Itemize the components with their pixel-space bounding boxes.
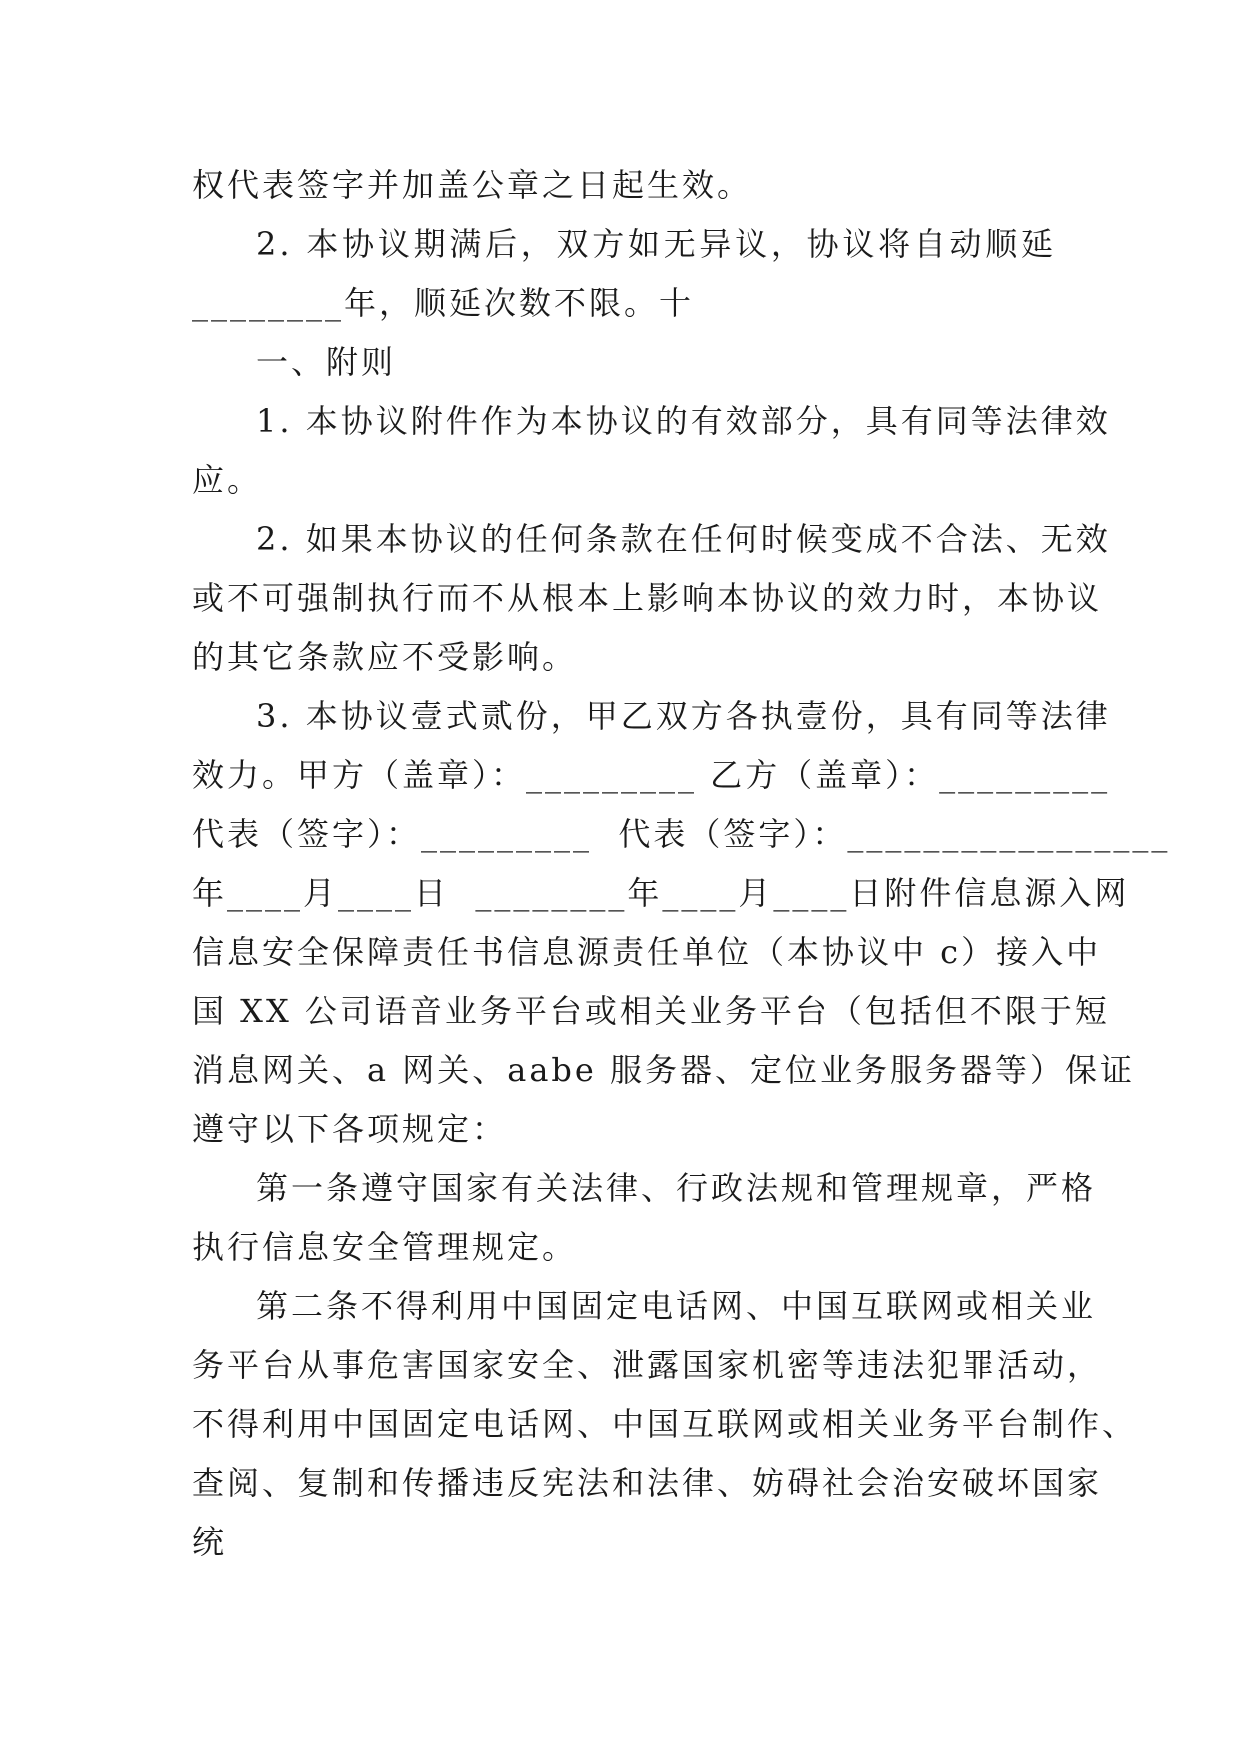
text-line: 的其它条款应不受影响。 <box>192 638 578 676</box>
text-line: 或不可强制执行而不从根本上影响本协议的效力时，本协议 <box>192 579 1103 617</box>
text-line: ________年，顺延次数不限。十 <box>192 284 695 322</box>
text-line: 国 XX 公司语音业务平台或相关业务平台（包括但不限于短 <box>192 992 1110 1030</box>
text-line: 消息网关、a 网关、aabe 服务器、定位业务服务器等）保证 <box>192 1051 1136 1089</box>
text-line: 2. 本协议期满后，双方如无异议，协议将自动顺延 <box>256 225 1056 263</box>
text-line: 2. 如果本协议的任何条款在任何时候变成不合法、无效 <box>256 520 1111 558</box>
signature-line: 效力。甲方（盖章）：_________ 乙方（盖章）：_________ <box>192 756 1111 794</box>
text-line: 权代表签字并加盖公章之日起生效。 <box>192 166 753 204</box>
article-line: 第一条遵守国家有关法律、行政法规和管理规章，严格 <box>256 1169 1097 1207</box>
signature-line: 代表（签字）：_________ 代表（签字）：_________________ <box>192 815 1171 853</box>
date-line: 年____月____日 ________年____月____日附件信息源入网 <box>192 874 1130 912</box>
text-line: 3. 本协议壹式贰份，甲乙双方各执壹份，具有同等法律 <box>256 697 1111 735</box>
text-line: 统 <box>192 1523 228 1561</box>
text-line: 查阅、复制和传播违反宪法和法律、妨碍社会治安破坏国家 <box>192 1464 1103 1502</box>
text-line: 1. 本协议附件作为本协议的有效部分，具有同等法律效 <box>256 402 1111 440</box>
text-line: 遵守以下各项规定： <box>192 1110 508 1148</box>
text-line: 不得利用中国固定电话网、中国互联网或相关业务平台制作、 <box>192 1405 1138 1443</box>
section-heading: 一、附则 <box>256 343 397 381</box>
text-line: 应。 <box>192 461 263 499</box>
text-line: 务平台从事危害国家安全、泄露国家机密等违法犯罪活动， <box>192 1346 1103 1384</box>
document-body <box>192 156 1171 1572</box>
text-line: 信息安全保障责任书信息源责任单位（本协议中 c）接入中 <box>192 933 1102 971</box>
article-line: 第二条不得利用中国固定电话网、中国互联网或相关业 <box>256 1287 1097 1325</box>
text-line: 执行信息安全管理规定。 <box>192 1228 578 1266</box>
